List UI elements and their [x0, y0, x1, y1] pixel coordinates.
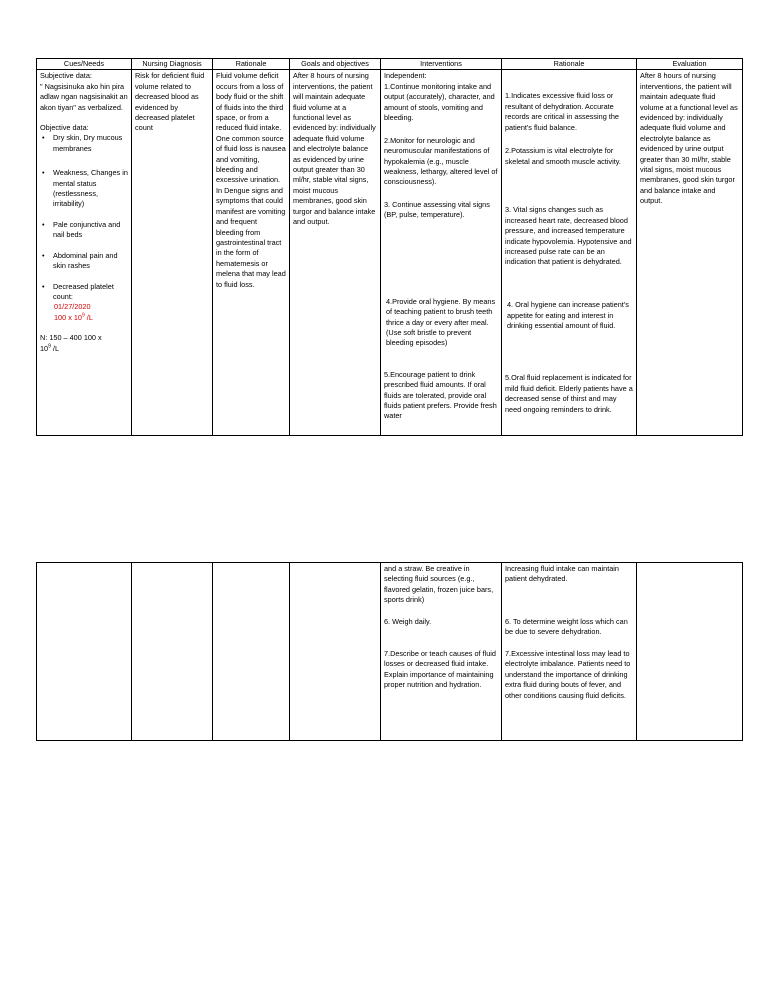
interventions-title: Independent: — [384, 71, 427, 81]
header-rationale-2: Rationale — [502, 59, 637, 70]
rationale-2-item-4: 4. Oral hygiene can increase patient's appetite for eating and interest in drinking essential amount of fluid. — [507, 300, 629, 331]
intervention-1: 1.Continue monitoring intake and output (accurately), character, and amount of stools, vomiting and bleeding. — [384, 81, 495, 123]
platelet-date: 01/27/2020 — [54, 302, 91, 312]
header-diagnosis: Nursing Diagnosis — [132, 59, 213, 70]
intervention-5: 5.Encourage patient to drink prescribed fluid amounts. If oral fluids are tolerated, provide oral fluids patient prefers. Provide fresh water — [384, 369, 497, 421]
objective-item: • Pale conjunctiva and nail beds — [53, 220, 128, 241]
care-plan-table-page-2 — [36, 562, 743, 741]
header-row — [37, 59, 743, 70]
normal-range: N: 150 – 400 100 x $10^9$ /L — [40, 333, 102, 353]
objective-item: • Decreased platelet count: — [53, 282, 128, 303]
rationale-2-item-2: 2.Potassium is vital electrolyte for skeletal and smooth muscle activity. — [505, 146, 621, 166]
intervention-7: 7.Describe or teach causes of fluid losses or decreased fluid intake. Explain importance of maintaining proper nutrition and hydration. — [384, 649, 496, 690]
care-plan-table-page-1 — [36, 58, 743, 436]
header-cues: Cues/Needs — [37, 59, 132, 70]
objective-item: • Dry skin, Dry mucous membranes — [53, 133, 128, 154]
empty-evaluation-cell — [637, 563, 743, 741]
platelet-value: 100 x $10^9$ /L — [54, 312, 93, 322]
rationale-2-item-6: 6. To determine weight loss which can be due to severe dehydration. — [505, 617, 628, 637]
objective-item: • Abdominal pain and skin rashes — [53, 251, 128, 272]
continued-row — [37, 563, 743, 741]
evaluation-cell: After 8 hours of nursing interventions, the patient will maintain adequate fluid volume at a functional level as evidenced by: individually adequate fluid volume and electrolyte balance as evidenced by urine output greater than 30 ml/hr, stable vital signs, moist mucous membranes, good skin turgor and balance intake and output. — [637, 70, 743, 436]
empty-cues-cell — [37, 563, 132, 741]
intervention-2: 2.Monitor for neurologic and neuromuscular manifestations of hypokalemia (e.g., muscle weakness, lethargy, altered level of consciousness). — [384, 135, 498, 187]
diagnosis-cell: Risk for deficient fluid volume related to decreased blood as evidenced by decreased platelet count — [132, 70, 213, 436]
header-rationale: Rationale — [213, 59, 290, 70]
intervention-5-continued: and a straw. Be creative in selecting fluid sources (e.g., flavored gelatin, frozen juice bars, sports drink) — [384, 564, 494, 605]
rationale-2-item-1: 1.Indicates excessive fluid loss or resultant of dehydration. Accurate records are critical in assessing the patient's fluid balance. — [505, 91, 619, 132]
interventions-continued-cell — [381, 563, 502, 741]
goals-cell: After 8 hours of nursing interventions, the patient will maintain adequate fluid volume at a functional level as evidenced by: individually adequate fluid volume and electrolyte balance as evidenced by urine output greater than 30 ml/hr, stable vital signs, moist mucous membranes, good skin turgor and balance intake and output. — [290, 70, 381, 436]
intervention-3: 3. Continue assessing vital signs (BP, pulse, temperature). — [384, 199, 490, 220]
rationale-cell: Fluid volume deficit occurs from a loss of body fluid or the shift of fluids into the third space, or from a reduced fluid intake. One common source of fluid loss is nausea and vomiting, bleeding and excessive urination. In Dengue signs and symptoms that could manifest are vomiting and frequent bleeding from gastrointestinal tract in the form of hematemesis or melena that may lead to fluid loss. — [213, 70, 290, 436]
header-interventions: Interventions — [381, 59, 502, 70]
rationale-2-item-5-continued: Increasing fluid intake can maintain patient dehydrated. — [505, 564, 619, 584]
rationale-2-item-5: 5.Oral fluid replacement is indicated for mild fluid deficit. Elderly patients have a decreased sense of thirst and may need ongoing reminders to drink. — [505, 373, 633, 414]
objective-list — [40, 133, 128, 302]
empty-rationale-cell — [213, 563, 290, 741]
intervention-4: 4.Provide oral hygiene. By means of teaching patient to brush teeth thrice a day or every after meal. (Use soft bristle to prevent bleeding episodes) — [386, 296, 496, 348]
rationale-2-item-3: 3. Vital signs changes such as increased heart rate, decreased blood pressure, and increased temperature indicate hypovolemia. Hypotensive and increased pulse rate can be an indication that patient is dehydrated. — [505, 205, 632, 267]
header-evaluation: Evaluation — [637, 59, 743, 70]
intervention-6: 6. Weigh daily. — [384, 617, 432, 626]
interventions-cell — [381, 70, 502, 436]
subjective-title: Subjective data: — [40, 71, 92, 81]
empty-diagnosis-cell — [132, 563, 213, 741]
rationale-2-item-7: 7.Excessive intestinal loss may lead to electrolyte imbalance. Patients need to understand the importance of drinking extra fluid during bouts of fever, and other conditions causing fluid deficits. — [505, 649, 631, 700]
empty-goals-cell — [290, 563, 381, 741]
rationale-2-cell — [502, 70, 637, 436]
content-row — [37, 70, 743, 436]
objective-title: Objective data: — [40, 123, 89, 133]
subjective-quote: " Nagsisinuka ako hin pira adlaw ngan nagsisinakit an akon tiyan" as verbalized. — [40, 81, 128, 112]
cues-cell — [37, 70, 132, 436]
header-goals: Goals and objectives — [290, 59, 381, 70]
objective-item: • Weakness, Changes in mental status (restlessness, irritability) — [53, 168, 128, 210]
rationale-2-continued-cell — [502, 563, 637, 741]
